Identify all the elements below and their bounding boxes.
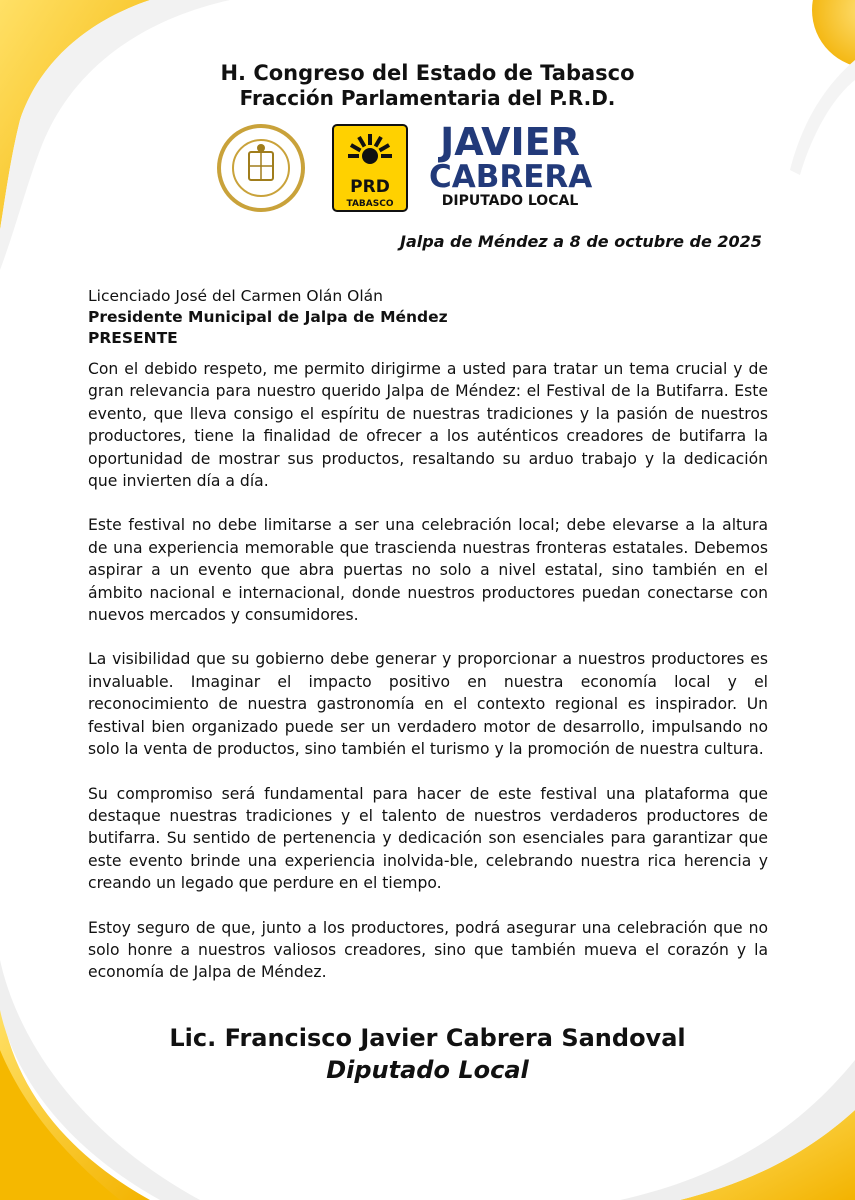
brand-javier: JAVIER [440,120,580,164]
signature-block [0,1022,855,1086]
letter-body [88,358,768,1006]
signature-name: Lic. Francisco Javier Cabrera Sandoval [169,1024,686,1052]
signature-role: Diputado Local [326,1056,529,1084]
prd-logo-subtext: TABASCO [346,199,394,209]
addressee-greeting: PRESENTE [88,329,178,347]
paragraph-2: Este festival no debe limitarse a ser una celebración local; debe elevarse a la altura de una experiencia memorable que trascienda nuestras fronteras estatales. Debemos aspirar a un evento que abra puertas no solo a nivel estatal, sino también en el ámbito nacional e internacional, donde nuestros productores puedan conectarse con nuevos mercados y consumidores. [88,516,768,625]
prd-party-logo [332,124,408,212]
paragraph-1: Con el debido respeto, me permito dirigirme a usted para tratar un tema crucial y de gran relevancia para nuestro querido Jalpa de Méndez: el Festival de la Butifarra. Este evento, que lleva consigo el espíritu de nuestras tradiciones y la pasión de nuestros productores, tiene la finalidad de ofrecer a los auténticos creadores de butifarra la oportunidad de mostrar sus productos, resaltando su arduo trabajo y la dedicación que invierten día a día. [88,360,768,491]
letterhead-subtitle: Fracción Parlamentaria del P.R.D. [239,86,616,110]
orb-top-right [812,0,855,68]
paragraph-5: Estoy seguro de que, junto a los productores, podrá asegurar una celebración que no solo honre a nuestros valiosos creadores, sino que también mueva el corazón y la economía de Jalpa de Méndez. [88,918,768,982]
brand-diputado-local: DIPUTADO LOCAL [441,193,579,209]
addressee-name: Licenciado José del Carmen Olán Olán [88,287,383,305]
brand-cabrera: CABRERA [429,159,593,195]
prd-logo-text: PRD [350,177,390,197]
addressee-position: Presidente Municipal de Jalpa de Méndez [88,308,448,326]
congress-seal-logo [215,122,307,214]
letter-date: Jalpa de Méndez a 8 de octubre de 2025 [400,232,762,251]
javier-cabrera-brand [429,122,591,214]
paragraph-3: La visibilidad que su gobierno debe generar y proporcionar a nuestros productores es invaluable. Imaginar el impacto positivo en nuestra economía local y el reconocimiento de nuestra gastronomía en el contexto regional es inspirador. Un festival bien organizado puede ser un verdadero motor de desarrollo, impulsando no solo la venta de productos, sino también el turismo y la promoción de nuestra cultura. [88,650,768,759]
paragraph-4: Su compromiso será fundamental para hacer de este festival una plataforma que destaque nuestras tradiciones y el talento de nuestros verdaderos productores de butifarra. Su sentido de pertenencia y dedicación son esenciales para garantizar que este evento brinde una experiencia inolvida-ble, celebrando nuestra rica herencia y creando un legado que perdure en el tiempo. [88,784,768,893]
letterhead [0,60,855,110]
logo-row [215,122,595,214]
addressee-block [88,286,448,349]
letterhead-title: H. Congreso del Estado de Tabasco [220,61,635,85]
